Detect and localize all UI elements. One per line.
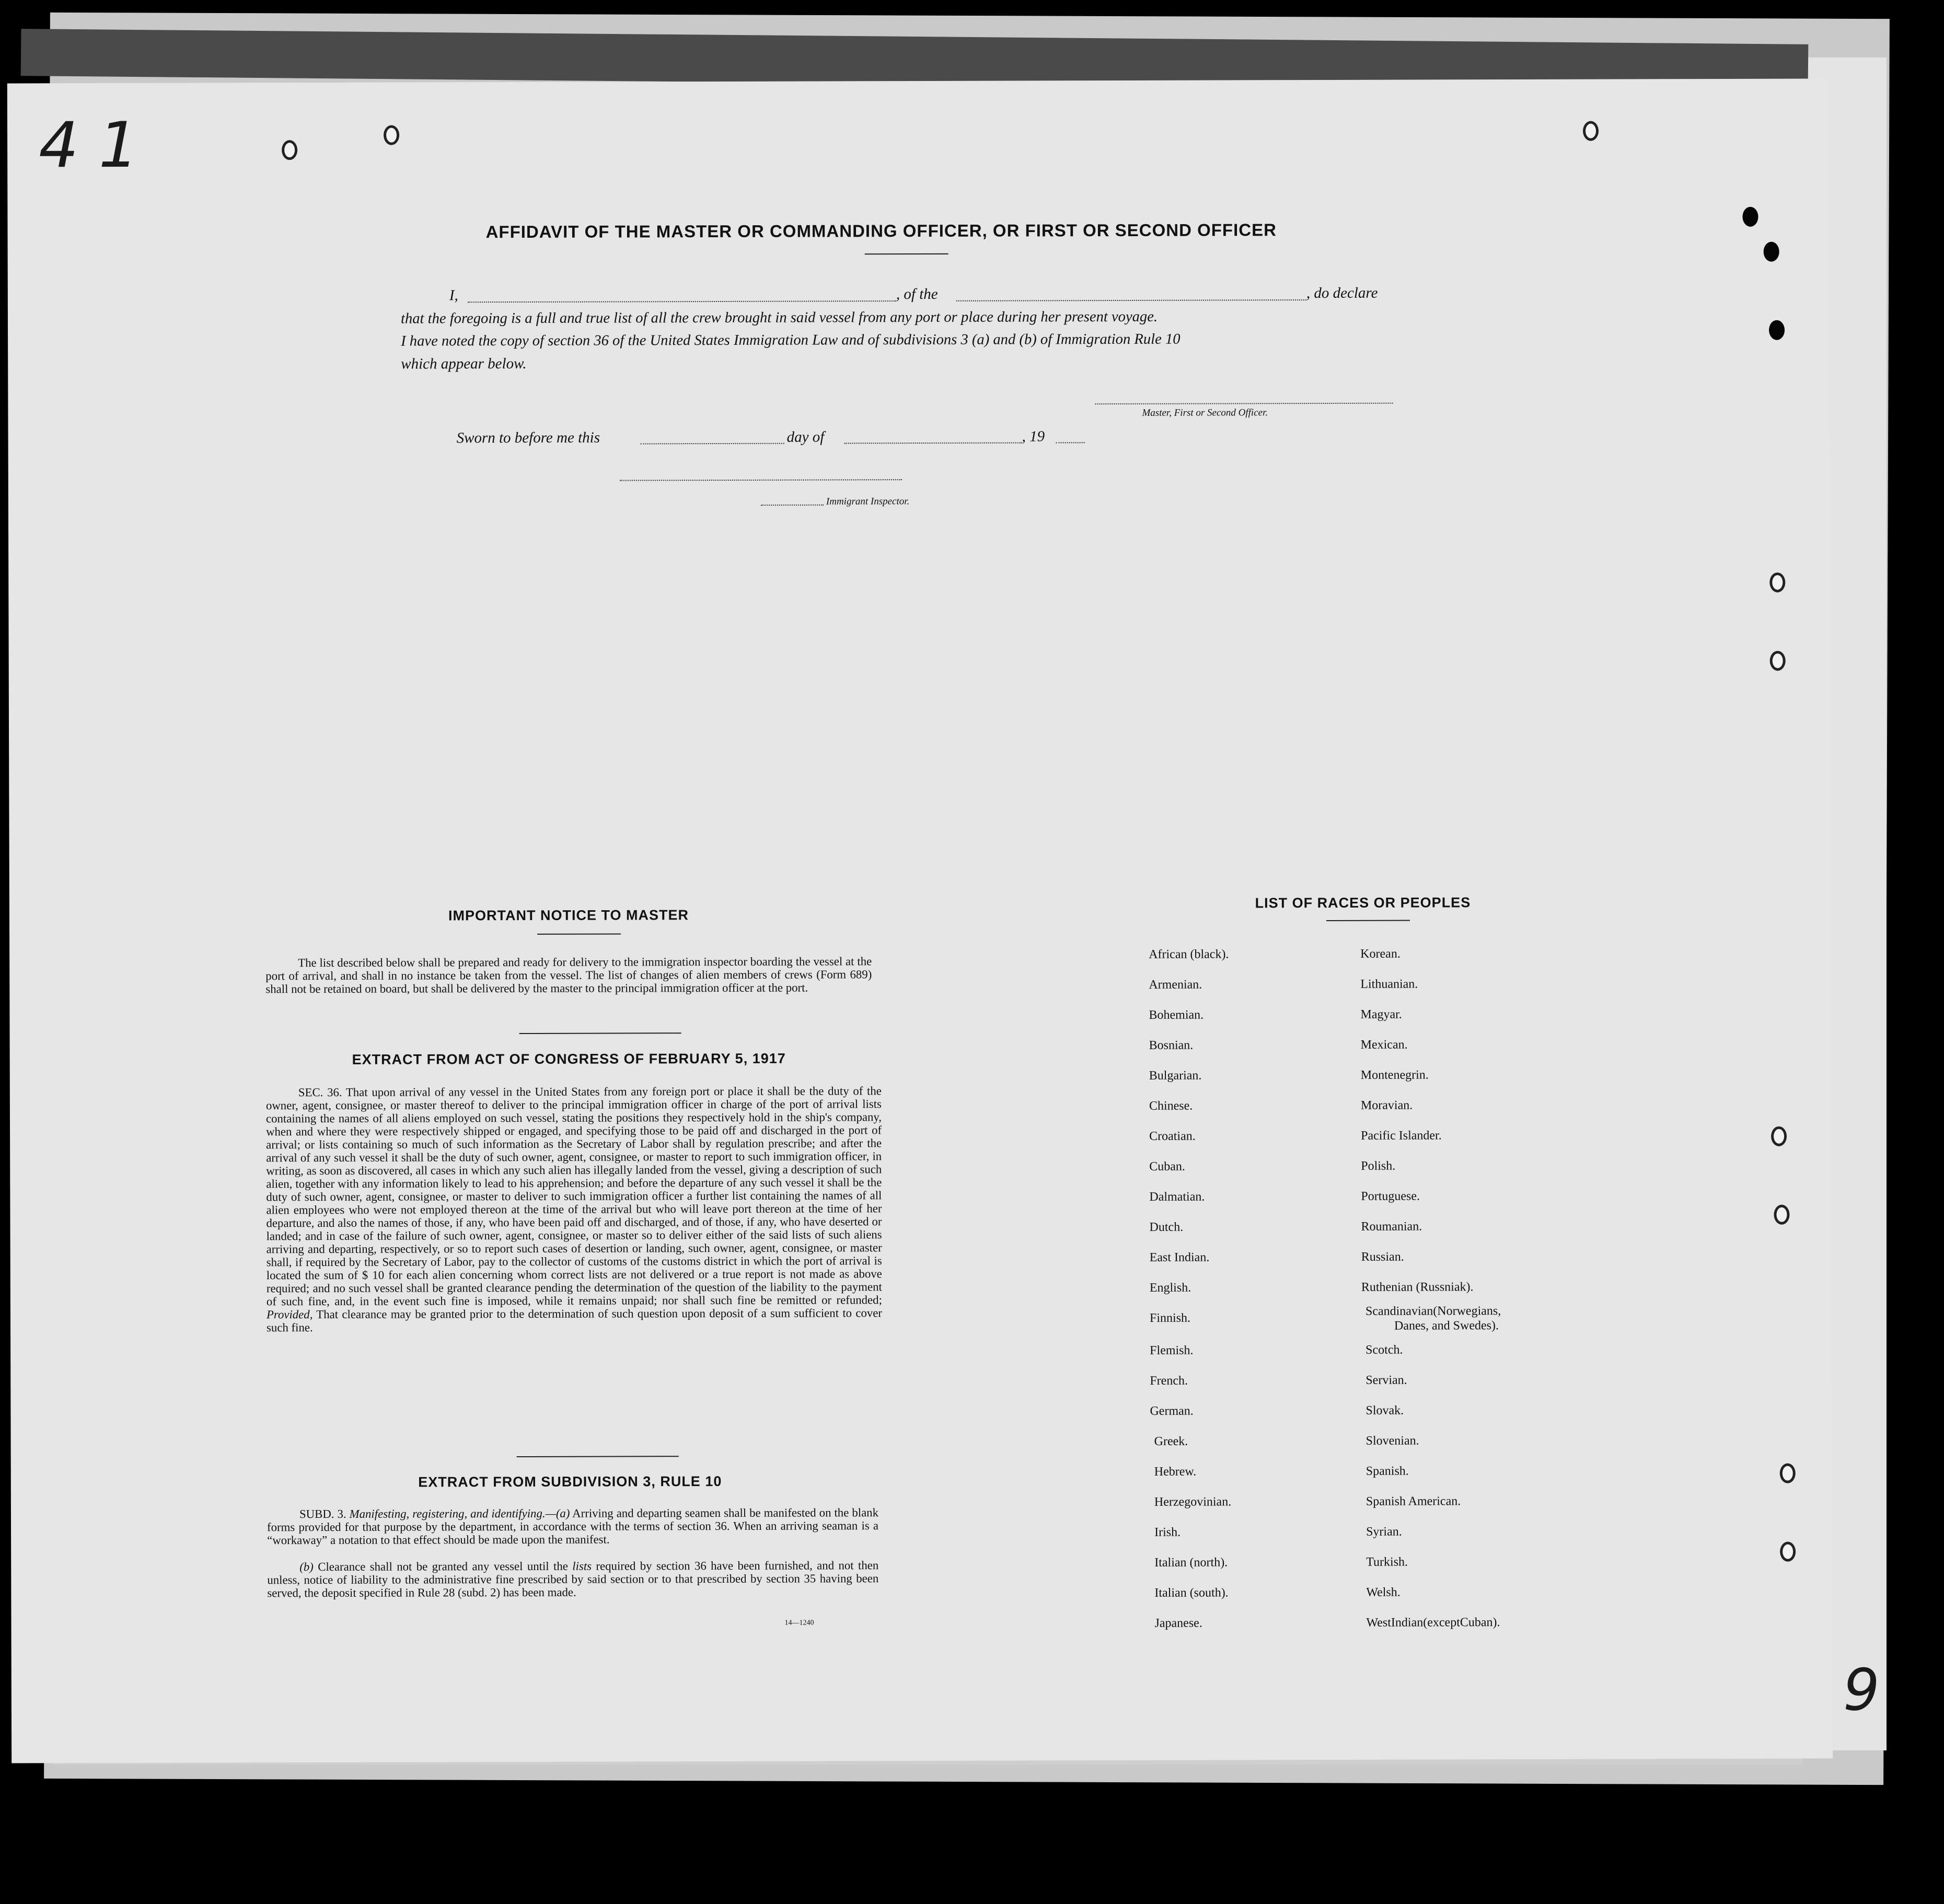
race-item: Armenian. — [1149, 978, 1202, 992]
punch-hole-icon — [1769, 573, 1785, 593]
race-item: Russian. — [1361, 1250, 1404, 1264]
race-item: Bulgarian. — [1149, 1069, 1202, 1083]
subd-b-text: Clearance shall not be granted any vessel until the — [318, 1559, 568, 1574]
race-item: Irish. — [1154, 1525, 1181, 1539]
race-item: Danes, and Swedes). — [1394, 1319, 1499, 1333]
act-heading: EXTRACT FROM ACT OF CONGRESS OF FEBRUARY 5, 1917 — [352, 1050, 786, 1067]
divider — [1326, 920, 1410, 921]
inspector-caption: Immigrant Inspector. — [826, 496, 910, 507]
race-item: Spanish American. — [1366, 1494, 1461, 1508]
inspector-caption-leader — [761, 504, 824, 505]
divider — [517, 1456, 679, 1457]
subd-a-label: —(a) — [545, 1506, 570, 1520]
race-item: Croatian. — [1149, 1129, 1196, 1143]
handwritten-mark: 9 — [1843, 1656, 1880, 1724]
handwritten-mark: 4 1 — [38, 109, 139, 182]
year-text: , 19 — [1022, 428, 1045, 445]
subd-b-text-2: required by section 36 have been furnished, and not then unless, notice of liability to the administrative fine prescribed by said section or to that prescribed by section 35 having been served, the deposit specified in Rule 28 (subd. 2) has been made. — [267, 1559, 879, 1600]
race-item: Mexican. — [1360, 1038, 1408, 1052]
race-item: Dalmatian. — [1149, 1190, 1205, 1204]
form-code: 14—1240 — [784, 1619, 814, 1627]
race-item: Bohemian. — [1149, 1008, 1204, 1022]
race-item: Slovak. — [1366, 1403, 1404, 1418]
day-of-text: day of — [786, 428, 825, 446]
act-tail: That clearance may be granted prior to the determination of such question upon deposit of a sum sufficient to cover such fine. — [267, 1306, 882, 1334]
race-item: WestIndian(exceptCuban). — [1366, 1616, 1500, 1630]
race-item: Moravian. — [1360, 1098, 1413, 1112]
affidavit-i: I, — [449, 287, 458, 304]
punch-hole-icon — [1769, 320, 1785, 340]
race-item: Syrian. — [1366, 1525, 1402, 1539]
punch-hole-icon — [1770, 651, 1786, 671]
race-item: Roumanian. — [1361, 1220, 1422, 1234]
race-item: Hebrew. — [1154, 1465, 1197, 1479]
month-blank[interactable] — [844, 442, 1022, 444]
master-signature-blank[interactable] — [1095, 403, 1393, 404]
race-item: Pacific Islander. — [1361, 1129, 1442, 1143]
race-item: Dutch. — [1149, 1220, 1184, 1234]
race-item: Lithuanian. — [1360, 977, 1418, 991]
affidavit-heading: AFFIDAVIT OF THE MASTER OR COMMANDING OFFICER, OR FIRST OR SECOND OFFICER — [485, 220, 1277, 242]
punch-hole-icon — [1774, 1205, 1789, 1225]
race-item: French. — [1150, 1374, 1188, 1388]
race-item: English. — [1149, 1281, 1191, 1295]
races-heading: LIST OF RACES OR PEOPLES — [1255, 895, 1471, 911]
race-item: Bosnian. — [1149, 1038, 1194, 1052]
race-item: East Indian. — [1149, 1250, 1210, 1264]
divider — [519, 1032, 681, 1034]
form-page — [7, 78, 1880, 1763]
punch-hole-icon — [1771, 1127, 1787, 1146]
race-item: Chinese. — [1149, 1099, 1193, 1113]
rule-b-paragraph — [267, 1559, 878, 1599]
race-item: Magyar. — [1360, 1007, 1402, 1021]
race-item: Portuguese. — [1361, 1189, 1420, 1203]
act-text: That upon arrival of any vessel in the United States from any foreign port or place it shall be the duty of the owner, agent, consignee, or master thereof to deliver to the principal immigration officer in charge of the port of arrival lists containing the names of all aliens employed on such vessel, stating the positions they respectively hold in the ship's company, when and where they were respectively shipped or engaged, and specifying those to be paid off and discharged in the port of arrival; or lists containing so much of such information as the Secretary of Labor shall by regulation prescribe; and after the arrival of any such vessel it shall be the duty of such owner, agent, consignee, or master to report to such immigration officer, in writing, as soon as discovered, all cases in which any such alien has illegally landed from the vessel, giving a description of such alien, together with any information likely to lead to his apprehension; and before the departure of any such vessel it shall be the duty of such owner, agent, consignee, or master to deliver to such immigration officer a further list containing the names of all alien employees who were not employed thereon at the time of the arrival but who will leave port thereon at the time of her departure, and also the names of those, if any, who have been paid off and discharged, and of those, if any, who have deserted or landed; and in case of the failure of such owner, agent, consignee, or master so to deliver either of the said lists of such aliens arriving and departing, respectively, or so to report such cases of desertion or landing, such owner, agent, consignee, or master shall, if required by the Secretary of Labor, pay to the collector of customs of the customs district in which the port of arrival is located the sum of $ 10 for each alien concerning whom correct lists are not delivered or a true report is not made as above required; and no such vessel shall be granted clearance pending the determination of the question of the liability to the payment of such fine, and, in the event such fine is imposed, while it remains unpaid; nor shall such fine be remitted or refunded; — [265, 1084, 882, 1308]
punch-hole-icon — [1780, 1464, 1796, 1483]
rule-a-paragraph — [267, 1506, 878, 1547]
race-item: African (black). — [1149, 947, 1229, 961]
punch-hole-icon — [1742, 207, 1758, 227]
day-blank[interactable] — [641, 443, 784, 445]
race-item: Italian (south). — [1154, 1586, 1229, 1600]
race-item: Spanish. — [1366, 1464, 1409, 1478]
race-item: Welsh. — [1366, 1585, 1401, 1599]
punch-hole-icon — [1583, 121, 1599, 141]
punch-hole-icon — [1780, 1542, 1796, 1562]
notice-heading: IMPORTANT NOTICE TO MASTER — [448, 907, 689, 924]
race-item: Montenegrin. — [1360, 1068, 1429, 1082]
race-item: Greek. — [1154, 1434, 1188, 1448]
race-item: Flemish. — [1150, 1343, 1194, 1357]
race-item: Korean. — [1360, 947, 1401, 961]
name-blank[interactable] — [468, 300, 896, 303]
race-item: Finnish. — [1149, 1311, 1191, 1325]
race-item: Scotch. — [1366, 1343, 1403, 1357]
punch-hole-icon — [1764, 242, 1779, 262]
race-item: Japanese. — [1154, 1616, 1202, 1630]
affidavit-line: that the foregoing is a full and true list of all the crew brought in said vessel from any port or place during her present voyage. — [400, 308, 1158, 327]
affidavit-of-the: , of the — [896, 285, 938, 303]
race-item: German. — [1150, 1404, 1194, 1418]
race-item: Scandinavian(Norwegians, — [1365, 1304, 1501, 1318]
subd-title: Manifesting, registering, and identifying. — [349, 1506, 546, 1520]
race-item: Slovenian. — [1366, 1434, 1419, 1448]
divider — [865, 253, 948, 254]
sec-label: SEC. 36. — [298, 1085, 342, 1099]
master-signature-caption: Master, First or Second Officer. — [1142, 407, 1268, 419]
vessel-blank[interactable] — [956, 299, 1306, 301]
notice-body: The list described below shall be prepared and ready for delivery to the immigration inspector boarding the vessel at the port of arrival, and shall in no instance be taken from the vessel. The list of changes of alien members of crews (Form 689) shall not be retained on board, but shall be delivered by the master to the principal immigration officer at the port. — [265, 955, 872, 996]
inspector-signature-blank[interactable] — [620, 479, 902, 481]
subd-b-lists: lists — [572, 1559, 592, 1573]
punch-hole-icon — [282, 140, 297, 160]
race-item: Polish. — [1361, 1159, 1396, 1173]
race-item: Servian. — [1366, 1373, 1407, 1387]
rule-heading: EXTRACT FROM SUBDIVISION 3, RULE 10 — [418, 1473, 722, 1490]
subd-b-label: (b) — [299, 1560, 314, 1574]
provided-label: Provided, — [266, 1308, 313, 1321]
subd-a-text: Arriving and departing seamen shall be manifested on the blank forms provided for that purpose by the department, in accordance with the terms of section 36. When an arriving seaman is a “workaway” a notation to that effect should be made upon the manifest. — [267, 1506, 879, 1547]
race-item: Cuban. — [1149, 1159, 1185, 1174]
race-item: Italian (north). — [1154, 1555, 1228, 1570]
affidavit-do-declare: , do declare — [1306, 284, 1378, 302]
race-item: Turkish. — [1366, 1555, 1408, 1569]
race-item: Herzegovinian. — [1154, 1495, 1232, 1509]
act-body — [266, 1084, 882, 1334]
affidavit-line: which appear below. — [401, 355, 527, 373]
year-blank[interactable] — [1056, 442, 1085, 443]
race-item: Ruthenian (Russniak). — [1361, 1280, 1474, 1294]
divider — [537, 933, 621, 934]
subd-label: SUBD. 3. — [299, 1507, 346, 1521]
affidavit-line: I have noted the copy of section 36 of the United States Immigration Law and of subdivisions 3 (a) and (b) of Immigration Rule 10 — [401, 331, 1181, 350]
sworn-text: Sworn to before me this — [456, 429, 600, 447]
punch-hole-icon — [384, 125, 399, 145]
